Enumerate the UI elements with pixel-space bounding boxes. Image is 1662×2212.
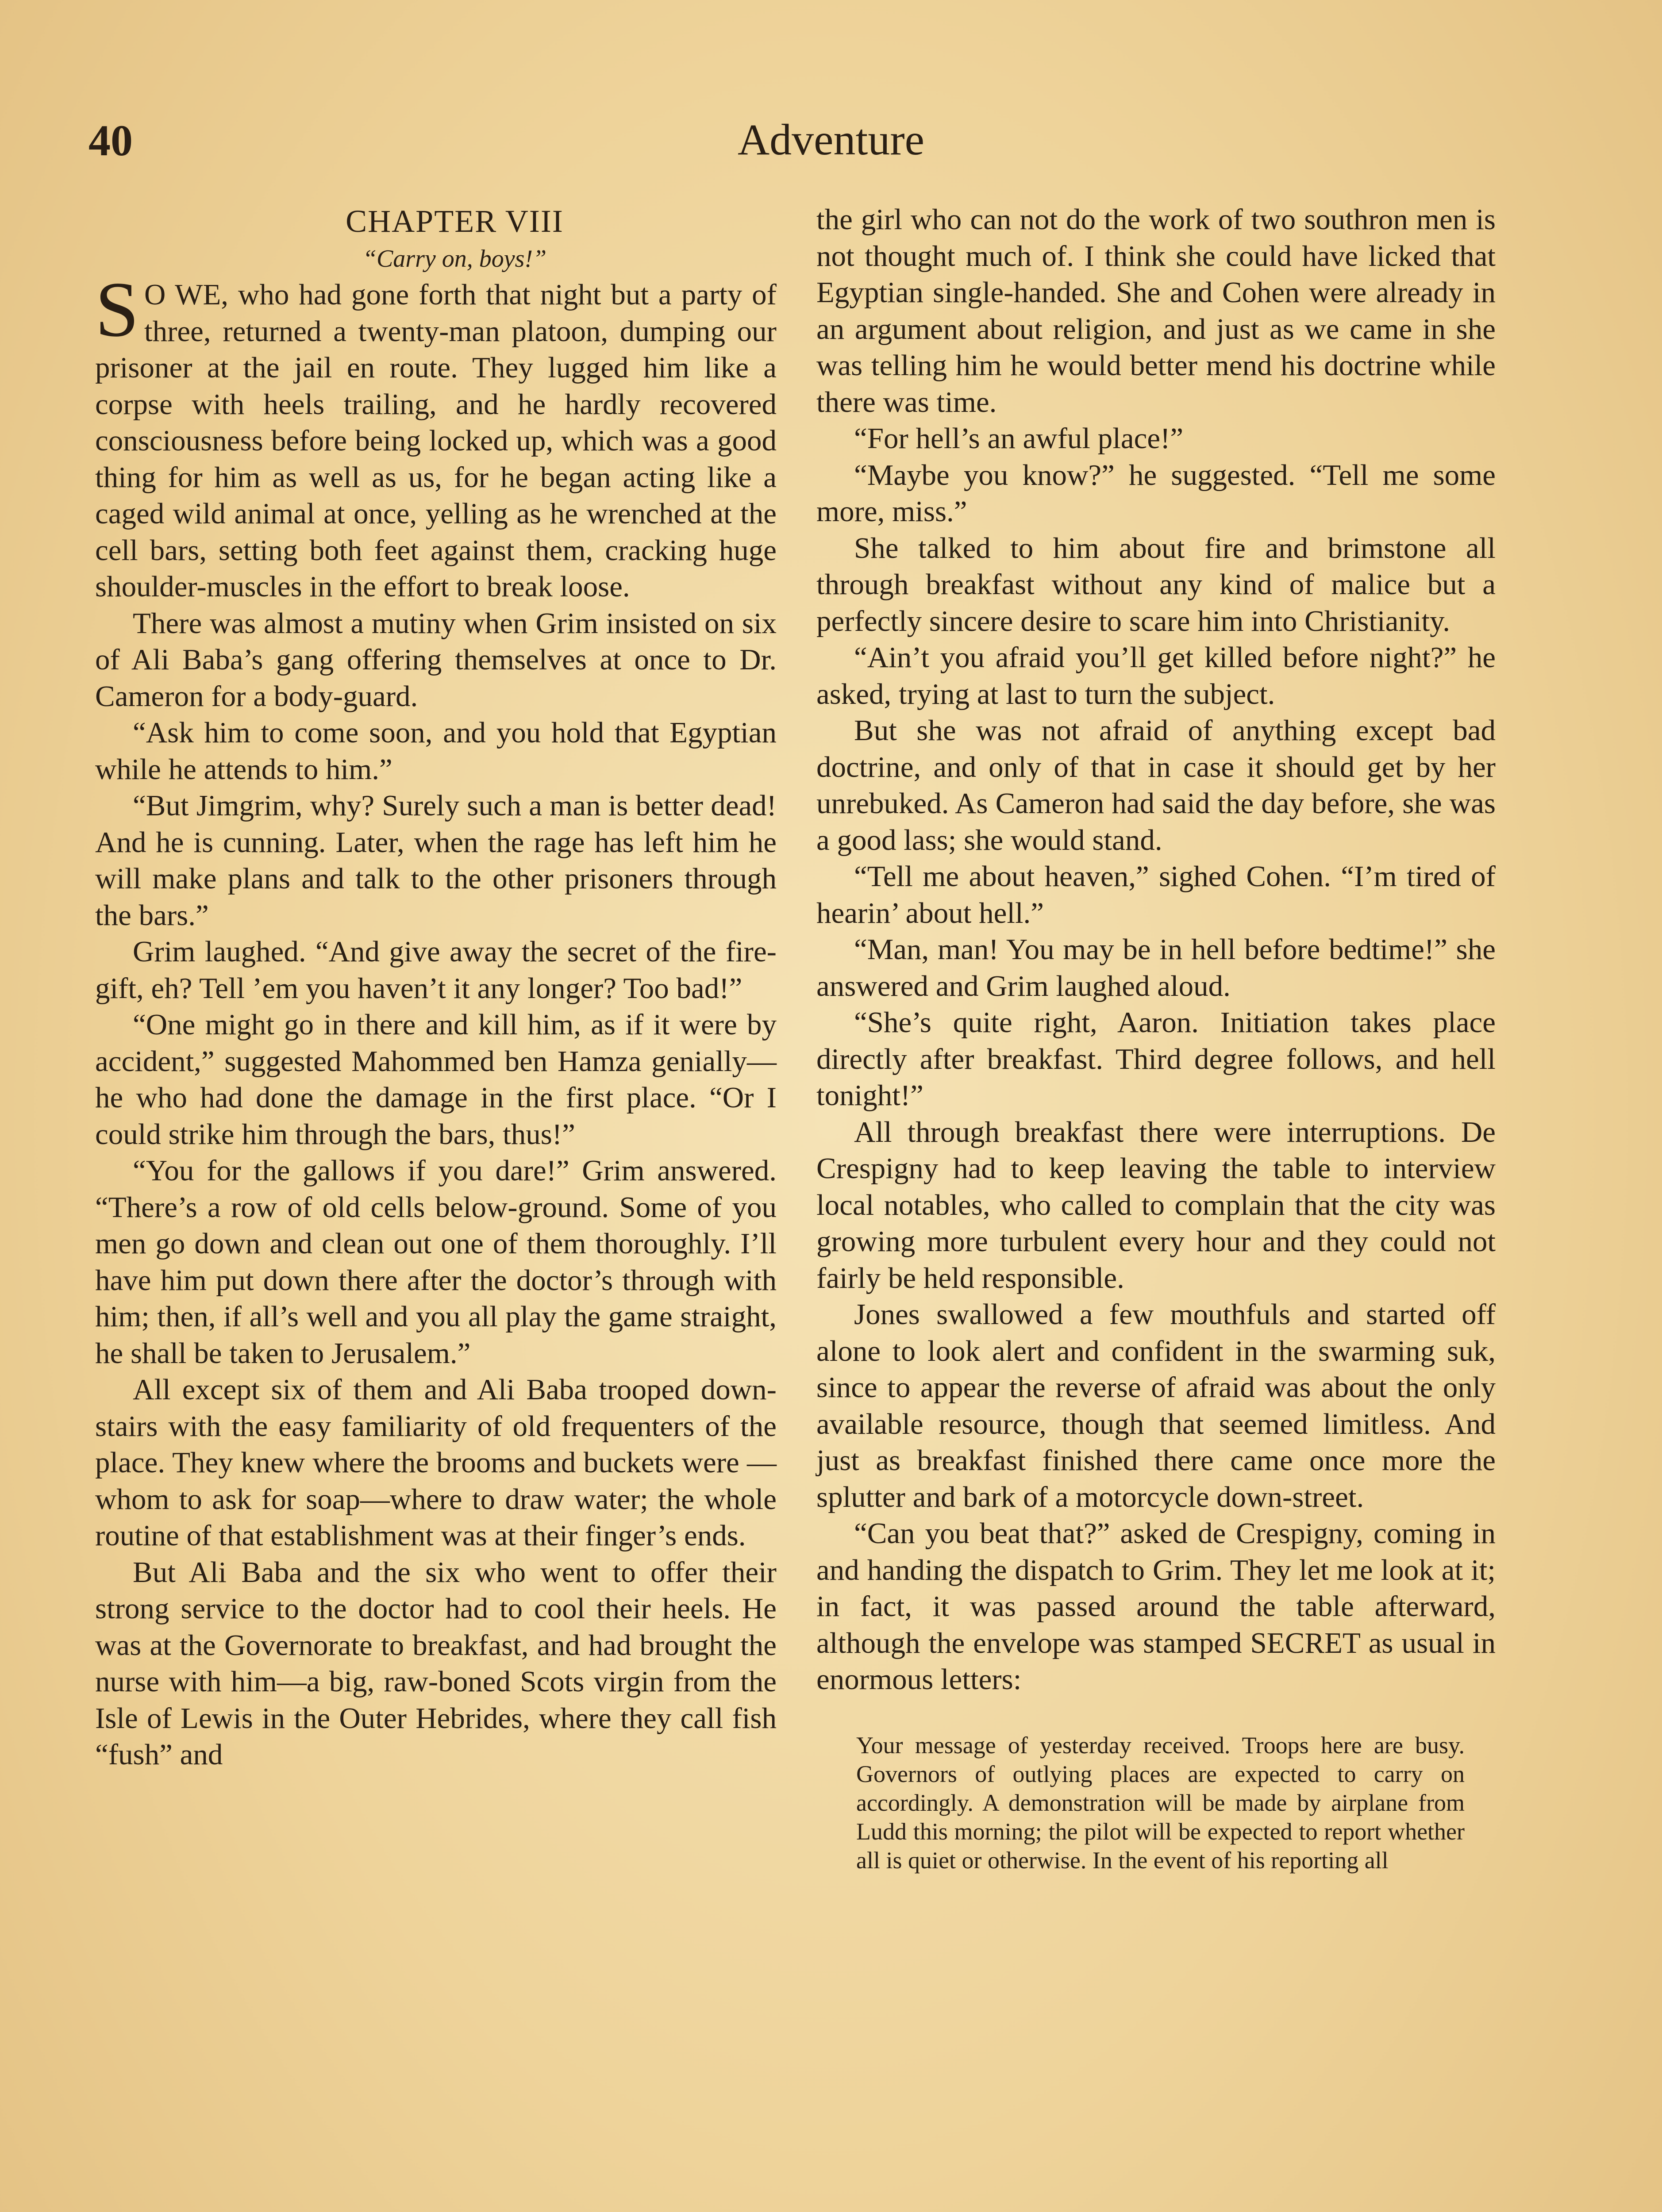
paragraph: “Maybe you know?” he suggested. “Tell me some more, miss.”: [816, 458, 1496, 528]
drop-cap: S: [95, 265, 139, 353]
left-column: [95, 201, 777, 1773]
paragraph: “Tell me about heaven,” sighed Cohen. “I’m tired of hearin’ about hell.”: [816, 860, 1496, 929]
paragraph: All except six of them and Ali Baba trooped down-stairs with the easy familiarity of old frequenters of the place. They knew where the brooms and buckets were —whom to ask for soap—where to draw water; the whole routine of that establishment was at their finger’s ends.: [95, 1373, 777, 1552]
page-number: 40: [88, 116, 133, 165]
dispatch-message: Your message of yesterday received. Troops here are busy. Governors of outlying places are expected to carry on accordingly. A demonstration will be made by airplane from Ludd this morning; the pilot will be expected to report whether all is quiet or otherwise. In the event of his reporting all: [856, 1732, 1465, 1874]
paragraph: Grim laughed. “And give away the secret of the fire-gift, eh? Tell ’em you haven’t it any longer? Too bad!”: [95, 935, 777, 1005]
paragraph: “Can you beat that?” asked de Crespigny, coming in and handing the dispatch to Grim. They let me look at it; in fact, it was passed around the table afterward, although the envelope was stamped SECRET as usual in enormous letters:: [816, 1517, 1496, 1696]
paragraph: But she was not afraid of anything except bad doctrine, and only of that in case it should get by her unrebuked. As Cameron had said the day before, she was a good lass; she would stand.: [816, 714, 1496, 856]
first-paragraph-text: O WE, who had gone forth that night but a party of three, returned a twenty-man platoon, dumping our prisoner at the jail en route. They lugged him like a corpse with heels trailing, and he hardly recovered consciousness before being locked up, which was a good thing for him as well as us, for he began acting like a caged wild animal at once, yelling as he wrenched at the cell bars, setting both feet against them, cracking huge shoulder-muscles in the effort to break loose.: [95, 278, 777, 603]
paragraph: Jones swallowed a few mouthfuls and started off alone to look alert and confident in the swarming suk, since to appear the reverse of afraid was about the only available resource, though that seemed limitless. And just as breakfast finished there came once more the splutter and bark of a motorcycle down-street.: [816, 1298, 1496, 1513]
paragraph: “For hell’s an awful place!”: [854, 422, 1184, 455]
paragraph: She talked to him about fire and brimstone all through breakfast without any kind of malice but a perfectly sincere desire to scare him into Christianity.: [816, 531, 1496, 637]
paragraph: “She’s quite right, Aaron. Initiation takes place directly after breakfast. Third degree follows, and hell tonight!”: [816, 1006, 1496, 1112]
continued-paragraph: the girl who can not do the work of two southron men is not thought much of. I think she could have licked that Egyptian single-handed. She and Cohen were already in an argument about religion, and just as we came in she was telling him he would better mend his doctrine while there was time.: [816, 203, 1496, 419]
paragraph: “But Jimgrim, why? Surely such a man is better dead! And he is cunning. Later, when the rage has left him he will make plans and talk to the other prisoners through the bars.”: [95, 789, 777, 932]
paragraph: There was almost a mutiny when Grim insisted on six of Ali Baba’s gang offering themselves at once to Dr. Cameron for a body-guard.: [95, 607, 777, 713]
paragraph: All through breakfast there were interruptions. De Crespigny had to keep leaving the table to interview local notables, who called to complain that the city was growing more turbulent every hour and they could not fairly be held responsible.: [816, 1115, 1496, 1294]
paragraph: “Ain’t you afraid you’ll get killed before night?” he asked, trying at last to turn the subject.: [816, 641, 1496, 710]
paragraph: “One might go in there and kill him, as if it were by accident,” suggested Mahommed ben Hamza genially—he who had done the damage in the first place. “Or I could strike him through the bars, thus!”: [95, 1008, 777, 1151]
right-column: [816, 201, 1496, 1875]
chapter-title: CHAPTER VIII: [346, 204, 564, 239]
paragraph: “Man, man! You may be in hell before bedtime!” she answered and Grim laughed aloud.: [816, 933, 1496, 1002]
paragraph: “You for the gallows if you dare!” Grim answered. “There’s a row of old cells below-ground. Some of you men go down and clean out one of them thoroughly. I’ll have him put down there after the doctor’s through with him; then, if all’s well and you all play the game straight, he shall be taken to Jerusalem.”: [95, 1154, 777, 1370]
paragraph: “Ask him to come soon, and you hold that Egyptian while he attends to him.”: [95, 716, 777, 786]
chapter-subtitle: “Carry on, boys!”: [362, 245, 547, 273]
paragraph: But Ali Baba and the six who went to offer their strong service to the doctor had to cool their heels. He was at the Governorate to breakfast, and had brought the nurse with him—a big, raw-boned Scots virgin from the Isle of Lewis in the Outer Hebrides, where they call fish “fush” and: [95, 1555, 777, 1771]
first-paragraph: [95, 265, 777, 605]
running-head: Adventure: [737, 115, 925, 164]
